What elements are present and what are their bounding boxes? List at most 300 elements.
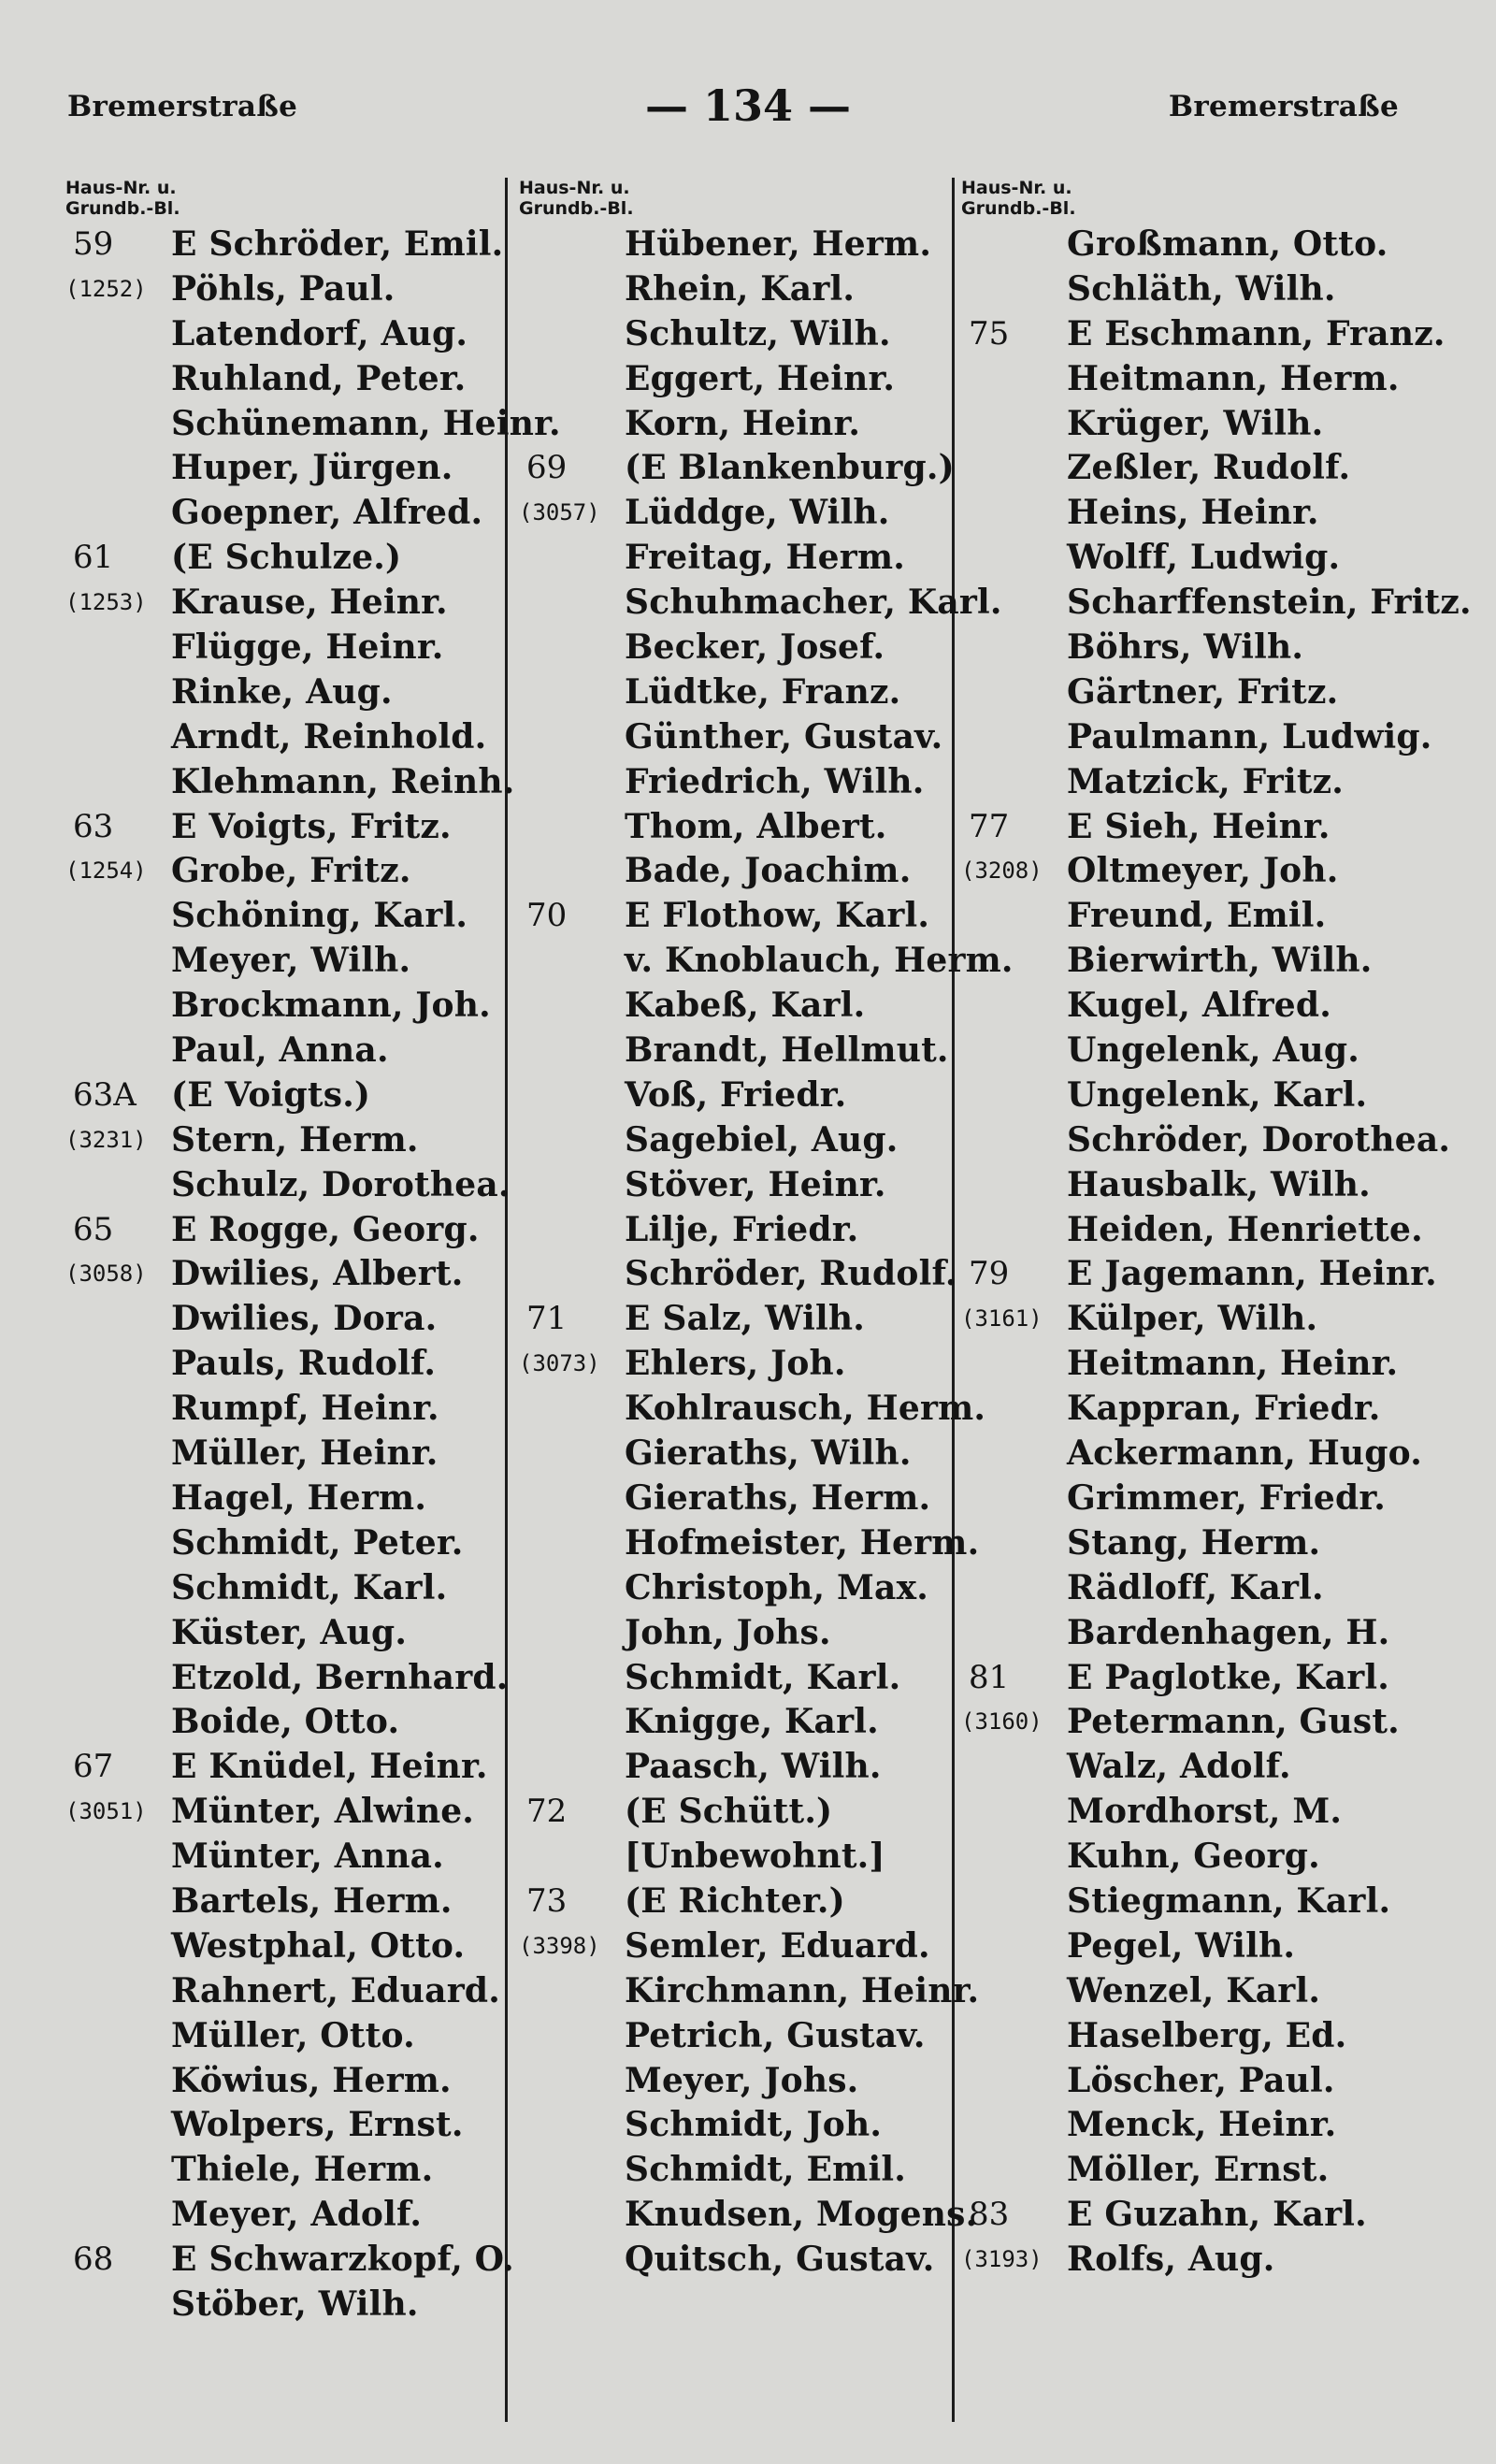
resident-name: Kirchmann, Heinr. xyxy=(625,1970,980,2010)
house-number: 77 xyxy=(969,807,1010,845)
resident-name: Meyer, Wilh. xyxy=(171,941,411,981)
house-number: 67 xyxy=(73,1748,114,1786)
land-register-number: (1254) xyxy=(65,857,147,885)
directory-entry xyxy=(519,939,1014,984)
land-register-number: (3057) xyxy=(519,499,600,526)
resident-name: E Salz, Wilh. xyxy=(625,1299,865,1339)
entry-list xyxy=(961,223,1472,2283)
resident-name: E Paglotke, Karl. xyxy=(1067,1657,1389,1697)
resident-name: Klehmann, Reinh. xyxy=(171,761,515,801)
resident-name: Stiegmann, Karl. xyxy=(1067,1880,1391,1921)
directory-entry xyxy=(961,1566,1429,1611)
resident-name: Grobe, Fritz. xyxy=(171,851,411,891)
directory-entry xyxy=(961,1029,1429,1073)
resident-name: Schmidt, Peter. xyxy=(171,1522,464,1563)
directory-entry xyxy=(961,446,1429,491)
resident-name: Kugel, Alfred. xyxy=(1067,986,1331,1026)
resident-name: E Jagemann, Heinr. xyxy=(1067,1254,1437,1294)
directory-entry xyxy=(961,1252,1437,1297)
directory-entry xyxy=(65,1745,505,1790)
directory-entry xyxy=(65,1029,505,1073)
resident-name: Huper, Jürgen. xyxy=(171,448,453,488)
resident-name: E Sieh, Heinr. xyxy=(1067,806,1331,846)
directory-entry xyxy=(65,849,505,894)
column-header xyxy=(65,178,505,223)
resident-name: Rhein, Karl. xyxy=(625,268,856,309)
directory-entry xyxy=(961,1880,1429,1924)
directory-entry xyxy=(519,446,955,491)
directory-entry xyxy=(65,491,505,536)
directory-entry xyxy=(519,2103,949,2148)
house-number: 72 xyxy=(526,1793,568,1831)
resident-name: Heitmann, Heinr. xyxy=(1067,1344,1399,1384)
directory-entry xyxy=(961,1924,1429,1969)
directory-entry xyxy=(65,626,505,670)
directory-entry xyxy=(65,1700,505,1745)
resident-name: Zeßler, Rudolf. xyxy=(1067,448,1351,488)
resident-name: Paulmann, Ludwig. xyxy=(1067,716,1432,756)
directory-entry xyxy=(961,1521,1429,1566)
resident-name: Kappran, Friedr. xyxy=(1067,1389,1381,1429)
directory-entry xyxy=(519,1969,980,2014)
land-register-number: (3073) xyxy=(519,1350,600,1377)
resident-name: Rolfs, Aug. xyxy=(1067,2240,1275,2280)
directory-entry xyxy=(961,670,1429,715)
directory-entry xyxy=(519,2148,949,2193)
running-head-right: Bremerstraße xyxy=(1168,90,1399,123)
resident-name: Gieraths, Herm. xyxy=(625,1477,931,1518)
resident-name: E Flothow, Karl. xyxy=(625,896,930,936)
resident-name: Schmidt, Joh. xyxy=(625,2105,883,2145)
directory-entry xyxy=(961,1969,1429,2014)
directory-entry xyxy=(65,402,561,447)
directory-entry xyxy=(65,1477,505,1521)
directory-entry xyxy=(519,312,949,357)
resident-name: Mordhorst, M. xyxy=(1067,1792,1343,1832)
directory-entry xyxy=(65,357,505,402)
directory-entry xyxy=(65,760,515,805)
resident-name: Scharffenstein, Fritz. xyxy=(1067,583,1472,623)
directory-entry xyxy=(65,1521,505,1566)
resident-name: [Unbewohnt.] xyxy=(625,1837,885,1877)
directory-entry xyxy=(961,1208,1429,1253)
resident-name: Heitmann, Herm. xyxy=(1067,358,1400,398)
directory-entry xyxy=(519,402,949,447)
resident-name: Paul, Anna. xyxy=(171,1030,389,1071)
column-divider xyxy=(952,178,955,2422)
resident-name: Petermann, Gust. xyxy=(1067,1702,1400,1742)
resident-name: Meyer, Adolf. xyxy=(171,2195,423,2235)
directory-entry xyxy=(519,1118,949,1163)
resident-name: E Voigts, Fritz. xyxy=(171,806,452,846)
directory-entry xyxy=(961,939,1429,984)
resident-name: Freitag, Herm. xyxy=(625,538,905,578)
directory-entry xyxy=(519,2193,978,2238)
resident-name: (E Schulze.) xyxy=(171,538,402,578)
column-header-line2: Grundb.-Bl. xyxy=(519,198,634,219)
directory-entry xyxy=(519,805,949,850)
resident-name: Bierwirth, Wilh. xyxy=(1067,941,1373,981)
resident-name: Möller, Ernst. xyxy=(1067,2150,1330,2190)
resident-name: Günther, Gustav. xyxy=(625,716,943,756)
directory-entry xyxy=(519,223,949,267)
resident-name: Schmidt, Emil. xyxy=(625,2150,906,2190)
running-head-left: Bremerstraße xyxy=(67,90,298,123)
directory-entry xyxy=(65,1969,505,2014)
resident-name: Thiele, Herm. xyxy=(171,2150,434,2190)
directory-entry xyxy=(961,1387,1429,1432)
resident-name: Schröder, Dorothea. xyxy=(1067,1119,1451,1160)
resident-name: (E Blankenburg.) xyxy=(625,448,955,488)
directory-entry xyxy=(961,626,1429,670)
land-register-number: (3208) xyxy=(961,857,1043,885)
directory-entry xyxy=(519,536,949,581)
directory-entry xyxy=(65,894,505,939)
resident-name: Paasch, Wilh. xyxy=(625,1747,882,1787)
column-header-line2: Grundb.-Bl. xyxy=(65,198,180,219)
directory-entry xyxy=(519,1790,949,1835)
directory-entry xyxy=(65,1790,505,1835)
resident-name: Hofmeister, Herm. xyxy=(625,1522,980,1563)
directory-entry xyxy=(519,715,949,760)
resident-name: v. Knoblauch, Herm. xyxy=(625,941,1014,981)
house-number: 59 xyxy=(73,225,114,263)
directory-entry xyxy=(519,1073,949,1118)
resident-name: Gieraths, Wilh. xyxy=(625,1434,912,1474)
resident-name: Köwius, Herm. xyxy=(171,2060,452,2100)
resident-name: Knigge, Karl. xyxy=(625,1702,879,1742)
directory-entry xyxy=(961,1656,1429,1701)
directory-entry xyxy=(65,2014,505,2059)
resident-name: Stang, Herm. xyxy=(1067,1522,1321,1563)
directory-entry xyxy=(65,2059,505,2104)
resident-name: Schultz, Wilh. xyxy=(625,313,891,353)
house-number: 65 xyxy=(73,1210,114,1248)
directory-entry xyxy=(519,1566,949,1611)
house-number: 63A xyxy=(73,1075,137,1114)
resident-name: Schuhmacher, Karl. xyxy=(625,583,1002,623)
directory-entry xyxy=(65,1656,509,1701)
directory-entry xyxy=(961,267,1429,312)
resident-name: Rahnert, Eduard. xyxy=(171,1970,500,2010)
resident-name: Friedrich, Wilh. xyxy=(625,761,925,801)
resident-name: Brandt, Hellmut. xyxy=(625,1030,949,1071)
directory-entry xyxy=(65,2283,505,2327)
directory-entry xyxy=(961,1118,1451,1163)
directory-entry xyxy=(65,223,505,267)
directory-entry xyxy=(65,2148,505,2193)
directory-entry xyxy=(519,1880,949,1924)
directory-entry xyxy=(519,357,949,402)
directory-entry xyxy=(65,1252,505,1297)
directory-entry xyxy=(961,849,1429,894)
resident-name: Schünemann, Heinr. xyxy=(171,403,561,443)
directory-entry xyxy=(961,1432,1429,1477)
directory-entry xyxy=(519,267,949,312)
resident-name: Semler, Eduard. xyxy=(625,1925,930,1966)
resident-name: Latendorf, Aug. xyxy=(171,313,468,353)
resident-name: Dwilies, Dora. xyxy=(171,1299,438,1339)
column-header-line1: Haus-Nr. u. xyxy=(519,178,630,198)
house-number: 73 xyxy=(526,1881,568,1920)
house-number: 81 xyxy=(969,1658,1010,1696)
resident-name: Schöning, Karl. xyxy=(171,896,468,936)
resident-name: Haselberg, Ed. xyxy=(1067,2015,1347,2055)
house-number: 75 xyxy=(969,314,1010,353)
directory-entry xyxy=(961,2103,1429,2148)
resident-name: Stöber, Wilh. xyxy=(171,2284,419,2324)
resident-name: Becker, Josef. xyxy=(625,627,885,668)
resident-name: Matzick, Fritz. xyxy=(1067,761,1345,801)
directory-entry xyxy=(519,1656,949,1701)
directory-entry xyxy=(65,1432,505,1477)
house-number: 63 xyxy=(73,807,114,845)
directory-entry xyxy=(519,1297,949,1342)
resident-name: (E Richter.) xyxy=(625,1880,845,1921)
directory-entry xyxy=(961,1477,1429,1521)
directory-entry xyxy=(519,2014,949,2059)
resident-name: Hübener, Herm. xyxy=(625,224,932,264)
resident-name: Bardenhagen, H. xyxy=(1067,1612,1390,1652)
directory-entry xyxy=(519,1387,986,1432)
resident-name: Großmann, Otto. xyxy=(1067,224,1388,264)
resident-name: E Schwarzkopf, O. xyxy=(171,2240,514,2280)
resident-name: Bade, Joachim. xyxy=(625,851,912,891)
resident-name: Schmidt, Karl. xyxy=(171,1567,448,1607)
resident-name: Menck, Heinr. xyxy=(1067,2105,1337,2145)
directory-entry xyxy=(65,939,505,984)
resident-name: Knudsen, Mogens. xyxy=(625,2195,978,2235)
resident-name: Heiden, Henriette. xyxy=(1067,1209,1423,1249)
resident-name: Pauls, Rudolf. xyxy=(171,1344,437,1384)
resident-name: Hausbalk, Wilh. xyxy=(1067,1164,1371,1204)
directory-entry xyxy=(65,2193,505,2238)
directory-entry xyxy=(961,2193,1429,2238)
resident-name: Lüdtke, Franz. xyxy=(625,671,901,712)
directory-entry xyxy=(961,1611,1429,1656)
directory-entry xyxy=(961,581,1472,626)
resident-name: Ungelenk, Aug. xyxy=(1067,1030,1360,1071)
column-3 xyxy=(961,178,1472,2441)
directory-entry xyxy=(961,1342,1429,1387)
directory-entry xyxy=(65,1118,505,1163)
directory-entry xyxy=(519,1029,949,1073)
resident-name: Freund, Emil. xyxy=(1067,896,1327,936)
resident-name: Külper, Wilh. xyxy=(1067,1299,1318,1339)
directory-entry xyxy=(961,2238,1429,2283)
resident-name: (E Schütt.) xyxy=(625,1792,833,1832)
resident-name: E Schröder, Emil. xyxy=(171,224,504,264)
directory-entry xyxy=(65,1387,505,1432)
directory-entry xyxy=(519,581,1002,626)
resident-name: Ruhland, Peter. xyxy=(171,358,467,398)
directory-entry xyxy=(961,2059,1429,2104)
directory-entry xyxy=(961,2014,1429,2059)
land-register-number: (3231) xyxy=(65,1126,147,1153)
directory-entry xyxy=(65,2103,505,2148)
directory-entry xyxy=(65,312,505,357)
resident-name: Schulz, Dorothea. xyxy=(171,1164,511,1204)
directory-entry xyxy=(65,1208,505,1253)
directory-entry xyxy=(961,1700,1429,1745)
directory-entry xyxy=(65,2238,514,2283)
resident-name: Krüger, Wilh. xyxy=(1067,403,1324,443)
column-divider xyxy=(505,178,508,2422)
resident-name: Böhrs, Wilh. xyxy=(1067,627,1304,668)
directory-entry xyxy=(65,1880,505,1924)
directory-entry xyxy=(65,267,505,312)
resident-name: Etzold, Bernhard. xyxy=(171,1657,509,1697)
house-number: 79 xyxy=(969,1255,1010,1293)
directory-entry xyxy=(519,491,949,536)
resident-name: Kohlrausch, Herm. xyxy=(625,1389,986,1429)
resident-name: Küster, Aug. xyxy=(171,1612,408,1652)
resident-name: Voß, Friedr. xyxy=(625,1074,847,1115)
directory-entry xyxy=(519,1745,949,1790)
directory-entry xyxy=(65,1342,505,1387)
resident-name: E Eschmann, Franz. xyxy=(1067,313,1446,353)
directory-entry xyxy=(519,1477,949,1521)
resident-name: Petrich, Gustav. xyxy=(625,2015,926,2055)
directory-entry xyxy=(961,536,1429,581)
directory-entry xyxy=(65,1297,505,1342)
resident-name: Boide, Otto. xyxy=(171,1702,400,1742)
resident-name: Walz, Adolf. xyxy=(1067,1747,1291,1787)
directory-entry xyxy=(519,1700,949,1745)
directory-entry xyxy=(65,805,505,850)
directory-entry xyxy=(961,1790,1429,1835)
directory-entry xyxy=(65,715,505,760)
house-number: 83 xyxy=(969,2196,1010,2234)
resident-name: Grimmer, Friedr. xyxy=(1067,1477,1386,1518)
resident-name: Pöhls, Paul. xyxy=(171,268,396,309)
directory-entry xyxy=(519,1521,980,1566)
directory-entry xyxy=(961,312,1446,357)
directory-entry xyxy=(519,984,949,1029)
resident-name: Löscher, Paul. xyxy=(1067,2060,1335,2100)
resident-name: Eggert, Heinr. xyxy=(625,358,896,398)
column-header-line1: Haus-Nr. u. xyxy=(65,178,177,198)
directory-entry xyxy=(519,626,949,670)
resident-name: Korn, Heinr. xyxy=(625,403,861,443)
resident-name: Oltmeyer, Joh. xyxy=(1067,851,1339,891)
resident-name: Kuhn, Georg. xyxy=(1067,1837,1320,1877)
resident-name: Krause, Heinr. xyxy=(171,583,448,623)
house-number: 69 xyxy=(526,449,568,487)
resident-name: Dwilies, Albert. xyxy=(171,1254,464,1294)
directory-entry xyxy=(961,894,1429,939)
resident-name: E Guzahn, Karl. xyxy=(1067,2195,1367,2235)
directory-entry xyxy=(65,670,505,715)
resident-name: Wolff, Ludwig. xyxy=(1067,538,1341,578)
resident-name: Rädloff, Karl. xyxy=(1067,1567,1324,1607)
directory-entry xyxy=(961,760,1429,805)
directory-entry xyxy=(961,805,1429,850)
directory-entry xyxy=(961,223,1429,267)
resident-name: Kabeß, Karl. xyxy=(625,986,866,1026)
resident-name: Münter, Alwine. xyxy=(171,1792,475,1832)
resident-name: Thom, Albert. xyxy=(625,806,887,846)
land-register-number: (3160) xyxy=(961,1708,1043,1736)
resident-name: Brockmann, Joh. xyxy=(171,986,491,1026)
house-number: 68 xyxy=(73,2241,114,2279)
resident-name: E Rogge, Georg. xyxy=(171,1209,480,1249)
directory-entry xyxy=(519,1252,957,1297)
resident-name: Stöver, Heinr. xyxy=(625,1164,886,1204)
directory-entry xyxy=(961,2148,1429,2193)
resident-name: Sagebiel, Aug. xyxy=(625,1119,899,1160)
land-register-number: (3058) xyxy=(65,1261,147,1288)
directory-entry xyxy=(65,446,505,491)
directory-entry xyxy=(65,984,505,1029)
directory-entry xyxy=(961,984,1429,1029)
directory-entry xyxy=(519,1835,949,1880)
column-header-line1: Haus-Nr. u. xyxy=(961,178,1072,198)
directory-entry xyxy=(961,402,1429,447)
land-register-number: (3398) xyxy=(519,1932,600,1959)
directory-entry xyxy=(961,1073,1429,1118)
house-number: 71 xyxy=(526,1300,568,1338)
resident-name: Müller, Heinr. xyxy=(171,1434,439,1474)
directory-entry xyxy=(65,1073,505,1118)
resident-name: Quitsch, Gustav. xyxy=(625,2240,935,2280)
directory-entry xyxy=(65,1611,505,1656)
resident-name: Stern, Herm. xyxy=(171,1119,419,1160)
resident-name: Flügge, Heinr. xyxy=(171,627,444,668)
resident-name: Rinke, Aug. xyxy=(171,671,393,712)
resident-name: Schmidt, Karl. xyxy=(625,1657,901,1697)
resident-name: Arndt, Reinhold. xyxy=(171,716,487,756)
directory-entry xyxy=(519,2238,949,2283)
directory-entry xyxy=(65,1163,511,1208)
directory-entry xyxy=(519,670,949,715)
directory-entry xyxy=(961,1297,1429,1342)
resident-name: Müller, Otto. xyxy=(171,2015,415,2055)
resident-name: Lilje, Friedr. xyxy=(625,1209,859,1249)
directory-entry xyxy=(65,1835,505,1880)
directory-entry xyxy=(961,357,1429,402)
column-header-line2: Grundb.-Bl. xyxy=(961,198,1076,219)
resident-name: Münter, Anna. xyxy=(171,1837,444,1877)
resident-name: John, Johs. xyxy=(625,1612,831,1652)
resident-name: Pegel, Wilh. xyxy=(1067,1925,1296,1966)
directory-entry xyxy=(65,1924,505,1969)
resident-name: Meyer, Johs. xyxy=(625,2060,859,2100)
resident-name: Hagel, Herm. xyxy=(171,1477,427,1518)
house-number: 70 xyxy=(526,897,568,935)
resident-name: Lüddge, Wilh. xyxy=(625,493,890,533)
resident-name: Ackermann, Hugo. xyxy=(1067,1434,1422,1474)
resident-name: Goepner, Alfred. xyxy=(171,493,483,533)
page-number: — 134 — xyxy=(644,80,852,131)
resident-name: Bartels, Herm. xyxy=(171,1880,453,1921)
resident-name: Christoph, Max. xyxy=(625,1567,928,1607)
land-register-number: (3161) xyxy=(961,1305,1043,1333)
house-number: 61 xyxy=(73,539,114,577)
directory-entry xyxy=(65,536,505,581)
resident-name: Heins, Heinr. xyxy=(1067,493,1319,533)
directory-entry xyxy=(519,1163,949,1208)
directory-entry xyxy=(519,2059,949,2104)
resident-name: Schröder, Rudolf. xyxy=(625,1254,957,1294)
resident-name: Gärtner, Fritz. xyxy=(1067,671,1339,712)
land-register-number: (3051) xyxy=(65,1798,147,1825)
column-header xyxy=(961,178,1429,223)
directory-entry xyxy=(65,581,505,626)
resident-name: E Knüdel, Heinr. xyxy=(171,1747,488,1787)
directory-entry xyxy=(519,1432,949,1477)
directory-entry xyxy=(519,760,949,805)
